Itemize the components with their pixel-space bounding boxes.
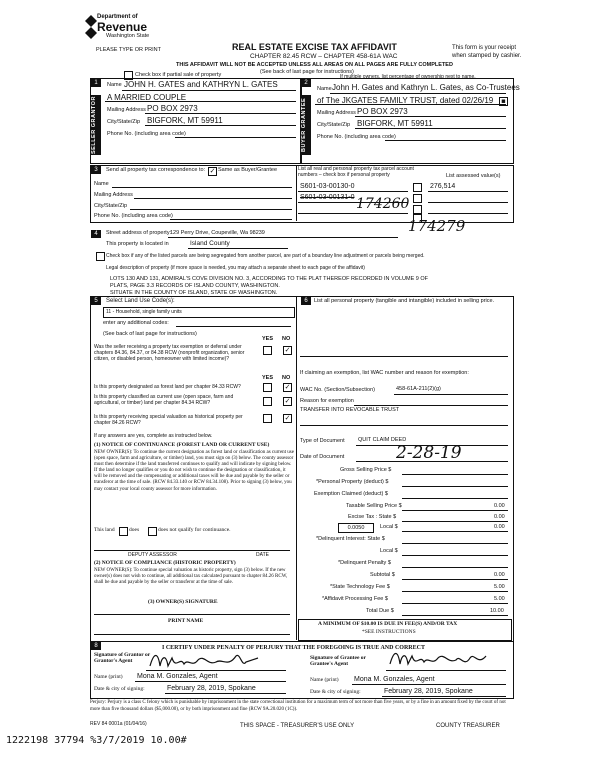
form-title: REAL ESTATE EXCISE TAX AFFIDAVIT	[232, 42, 397, 52]
personal-label: *Personal Property (deduct) $	[316, 479, 389, 485]
print-name-label: PRINT NAME	[168, 618, 204, 624]
seller-name-value[interactable]: JOHN H. GATES and KATHRYN L. GATES	[124, 80, 278, 89]
see-instructions: *SEE INSTRUCTIONS	[362, 629, 416, 635]
seller-city-label: City/State/Zip	[107, 119, 141, 125]
delinquent-penalty-field[interactable]	[402, 567, 508, 568]
additional-codes-label: enter any additional codes:	[103, 320, 169, 326]
buyer-mailing-value[interactable]: PO BOX 2973	[357, 107, 408, 116]
exemption-question: Was the seller receiving a property tax exemption or deferral under chapters 84.36, 84.37, or 84.38 RCW (nonprofit organization, senior citizen, or disabled person, homeowner with limited income)?	[94, 344, 245, 362]
handwritten-parcel-2: 174279	[408, 217, 466, 235]
s3-name-label: Name	[94, 181, 109, 187]
doc-date-value[interactable]: 2-28-19	[396, 443, 462, 463]
yes-header-1: YES	[262, 336, 274, 342]
parcel-1-checkbox[interactable]	[413, 183, 422, 192]
total-due-value[interactable]: 10.00	[490, 608, 504, 614]
this-land-label: This land	[94, 527, 115, 533]
exemption-label: Exemption Claimed (deduct) $	[314, 491, 388, 497]
reason-value[interactable]: TRANSFER INTO REVOCABLE TRUST	[300, 407, 400, 413]
total-due-label: Total Due $	[366, 608, 394, 614]
parcel-header: List all real and personal property tax parcel account numbers – check box if personal property	[298, 166, 414, 178]
assessed-header: List assessed value(s)	[446, 173, 501, 179]
local2-field[interactable]	[402, 555, 508, 556]
s3-mailing-field[interactable]	[134, 198, 292, 199]
receipt-stamp: 1222198 37794 %3/7/2019 10.00#	[6, 735, 187, 746]
excise-state-value[interactable]: 0.00	[494, 514, 505, 520]
legal-line-3[interactable]: SITUATE IN THE COUNTY OF ISLAND, STATE OF WASHINGTON.	[110, 290, 278, 296]
receipt-note-2: when stamped by cashier.	[452, 53, 522, 59]
local-label: Local $	[380, 524, 398, 530]
s3-phone-label: Phone No. (including area code)	[94, 213, 173, 219]
same-as-buyer-label: Same as Buyer/Grantee	[218, 167, 278, 173]
partial-sale-label: Check box if partial sale of property	[135, 72, 222, 78]
grantor-name-value[interactable]: Mona M. Gonzales, Agent	[137, 673, 218, 680]
delinquent-interest-label: *Delinquent Interest: State $	[316, 536, 385, 542]
doc-type-label: Type of Document	[300, 438, 345, 444]
historic-question: Is this property receiving special valuation as historical property per chapter 84.26 RCW?	[94, 414, 243, 426]
seller-phone-field[interactable]	[175, 137, 296, 138]
delinquent-penalty-label: *Delinquent Penalty $	[338, 560, 391, 566]
logo-line2: Revenue	[97, 20, 148, 34]
excise-state-label: Excise Tax : State $	[348, 514, 397, 520]
exemption-field[interactable]	[402, 498, 508, 499]
section-3-marker: 3	[91, 166, 101, 174]
form-chapter: CHAPTER 82.45 RCW – CHAPTER 458-61A WAC	[250, 53, 398, 60]
exemption-yes-checkbox[interactable]	[263, 346, 272, 355]
street-label: Street address of property:	[106, 230, 172, 236]
does-not-label: does not qualify for continuance.	[158, 527, 231, 533]
does-not-checkbox[interactable]	[148, 527, 157, 536]
buyer-name-value-2[interactable]: of The JKGATES FAMILY TRUST, dated 02/26/19	[317, 96, 494, 105]
section-5-marker: 5	[91, 297, 101, 305]
parcel-2[interactable]: S601-03-00131-0	[300, 194, 355, 201]
county-treasurer-label: COUNTY TREASURER	[436, 723, 500, 729]
logo-mark-icon	[85, 15, 97, 39]
seller-mailing-value[interactable]: PO BOX 2973	[147, 104, 198, 113]
logo-line3: Washington State	[106, 33, 150, 39]
buyer-city-value[interactable]: BIGFORK, MT 59911	[357, 119, 433, 128]
form-see-back: (See back of last page for instructions)	[260, 69, 354, 75]
local-rate[interactable]: 0.0050	[338, 523, 374, 533]
section-1-marker: 1	[91, 79, 101, 87]
grantee-name-value[interactable]: Mona M. Gonzales, Agent	[354, 676, 435, 683]
wac-value[interactable]: 458-61A-211(2)(g)	[396, 386, 441, 392]
buyer-phone-label: Phone No. (including area code)	[317, 134, 396, 140]
personal-field[interactable]	[402, 486, 508, 487]
buyer-name-value[interactable]: John H. Gates and Kathryn L. Gates, as Co-Trustees	[332, 83, 520, 92]
land-use-select[interactable]: 11 - Household, single family units	[103, 307, 295, 318]
deputy-assessor-label: DEPUTY ASSESSOR	[128, 552, 177, 558]
seller-name-value-2[interactable]: A MARRIED COUPLE	[107, 93, 187, 102]
same-as-buyer-checkbox[interactable]: ✓	[209, 167, 216, 175]
s3-city-label: City/State/Zip	[94, 203, 128, 209]
reason-label: Reason for exemption	[300, 398, 354, 404]
no-header-2: NO	[282, 375, 291, 381]
section-6-marker: 6	[301, 297, 311, 305]
parcel-3-checkbox[interactable]	[413, 205, 422, 214]
certify-statement: I CERTIFY UNDER PENALTY OF PERJURY THAT THE FOREGOING IS TRUE AND CORRECT	[162, 645, 425, 651]
subtotal-value[interactable]: 0.00	[494, 572, 505, 578]
grantee-signature[interactable]	[386, 646, 496, 672]
exemption-claim-label: If claiming an exemption, list WAC number and reason for exemption:	[300, 370, 469, 376]
perjury-note: Perjury: Perjury is a class C felony which is punishable by imprisonment in the state correctional institution for a maximum term of not more than five years, or by a fine in an amount fixed by the court of not more than five thousand dollars ($5,000.00), or by both imprisonment and fine (RCW 9A.20.020 (1C)).	[90, 700, 506, 712]
segregated-checkbox[interactable]	[96, 252, 105, 261]
legal-label: Legal description of property (if more space is needed, you may attach a separate sheet to each page of the affidavit)	[106, 265, 365, 271]
historic-no-checkbox[interactable]: ✓	[284, 414, 291, 422]
buyer-phone-field[interactable]	[385, 140, 506, 141]
rev-label: REV 84 0001a (01/04/16)	[90, 721, 147, 727]
segregated-label: Check box if any of the listed parcels are being segregated from another parcel, are part of a boundary line adjustment or parcels being merged.	[106, 253, 425, 259]
seller-side-label: SELLER GRANTOR	[91, 95, 101, 155]
notice-1-text: NEW OWNER(S): To continue the current designation as forest land or classification as current use (open space, farm and agriculture, or timber) land, you must sign on (3) below. The county assessor must then determine if the land transferred continues to qualify and will indicate by signing below. If the land no longer qualifies or you do not wish to continue the designation or classification, it will be removed and the compensating or additional taxes will be due and payable by the seller or transferor at the time of sale. (RCW 84.33.140 or RCW 84.34.108). Prior to signing (3) below, you may contact your local county assessor for more information.	[94, 450, 294, 492]
located-value[interactable]: Island County	[190, 240, 230, 247]
buyer-name-checkbox[interactable]: ▪	[499, 97, 508, 106]
state-tech-value[interactable]: 5.00	[494, 584, 505, 590]
grantee-date-value[interactable]: February 28, 2019, Spokane	[384, 688, 473, 695]
form-warning: THIS AFFIDAVIT WILL NOT BE ACCEPTED UNLESS ALL AREAS ON ALL PAGES ARE FULLY COMPLETED	[176, 62, 453, 68]
section-2-marker: 2	[301, 79, 311, 87]
s3-mailing-label: Mailing Address	[94, 192, 133, 198]
grantor-signature[interactable]	[146, 648, 266, 672]
current-use-no-checkbox[interactable]: ✓	[284, 397, 291, 405]
seller-phone-label: Phone No. (including area code)	[107, 131, 186, 137]
delinquent-interest-field[interactable]	[402, 543, 508, 544]
taxable-value[interactable]: 0.00	[494, 503, 505, 509]
send-correspondence-label: Send all property tax correspondence to:	[106, 167, 206, 173]
located-label: This property is located in	[106, 241, 169, 247]
print-name-line[interactable]	[94, 634, 290, 635]
section-4-marker: 4	[91, 230, 101, 238]
assessed-1[interactable]: 276,514	[430, 183, 456, 190]
owner-signature-line[interactable]	[94, 614, 290, 615]
logo-line1: Department of	[97, 14, 138, 20]
local-value[interactable]: 0.00	[494, 524, 505, 530]
forest-no-checkbox[interactable]: ✓	[284, 383, 291, 391]
yes-header-2: YES	[262, 375, 274, 381]
forest-question: Is this property designated as forest land per chapter 84.33 RCW?	[94, 384, 241, 390]
notice-2-text: NEW OWNER(S): To continue special valuation as historic property, sign (3) below. If the new owner(s) does not wish to continue, all additional tax calculated pursuant to chapter 84.26 RCW, shall be due and payable by the seller or transferor at the time of sale.	[94, 568, 288, 586]
wac-label: WAC No. (Section/Subsection)	[300, 387, 375, 393]
personal-property-label: List all personal property (tangible and intangible) included in selling price.	[314, 298, 495, 304]
street-value[interactable]: 129 Perry Drive, Coupeville, Wa 98239	[170, 230, 265, 236]
grantor-signature-label: Signature of Grantor or Grantor's Agent	[94, 652, 151, 664]
notice-1-title: (1) NOTICE OF CONTINUANCE (FOREST LAND OR CURRENT USE)	[94, 442, 270, 448]
grantor-name-label: Name (print)	[94, 674, 123, 680]
deputy-date-label: DATE	[256, 552, 269, 558]
notice-2-title: (2) NOTICE OF COMPLIANCE (HISTORIC PROPERTY)	[94, 560, 236, 566]
seller-city-value[interactable]: BIGFORK, MT 59911	[147, 116, 223, 125]
buyer-name-label: Name	[317, 86, 332, 92]
does-checkbox[interactable]	[119, 527, 128, 536]
forest-yes-checkbox[interactable]	[263, 383, 272, 392]
buyer-city-label: City/State/Zip	[317, 122, 351, 128]
local2-label: Local $	[380, 548, 398, 554]
current-use-yes-checkbox[interactable]	[263, 397, 272, 406]
s3-name-field[interactable]	[112, 187, 292, 188]
gross-label: Gross Selling Price $	[340, 467, 392, 473]
doc-type-value[interactable]: QUIT CLAIM DEED	[358, 437, 407, 443]
does-label: does	[129, 527, 140, 533]
doc-date-label: Date of Document	[300, 454, 345, 460]
handwritten-parcel-1: 174260	[356, 196, 410, 212]
legal-line-2[interactable]: PLATS, PAGE 3.3 RECORDS OF ISLAND COUNTY, WASHINGTON.	[110, 283, 280, 289]
if-yes-note: If any answers are yes, complete as instructed below.	[94, 433, 213, 439]
type-or-print: PLEASE TYPE OR PRINT	[96, 47, 162, 53]
grantee-date-label: Date & city of signing:	[310, 689, 361, 695]
current-use-question: Is this property classified as current use (open space, farm and agricultural, or timber) land per chapter 84.34 RCW?	[94, 394, 234, 406]
buyer-side-label: BUYER GRANTEE	[301, 95, 311, 155]
taxable-label: Taxable Selling Price $	[346, 503, 402, 509]
multiple-owners-note: If multiple owners, list percentage of ownership next to name.	[340, 74, 476, 80]
parcel-1[interactable]: S601-03-00130-0	[300, 183, 355, 190]
historic-yes-checkbox[interactable]	[263, 414, 272, 423]
no-header-1: NO	[282, 336, 291, 342]
s3-phone-field[interactable]	[170, 219, 292, 220]
exemption-no-checkbox[interactable]: ✓	[284, 346, 291, 354]
parcel-2-checkbox[interactable]	[413, 194, 422, 203]
subtotal-label: Subtotal $	[370, 572, 395, 578]
grantor-date-label: Date & city of signing:	[94, 686, 145, 692]
receipt-note-1: This form is your receipt	[452, 45, 517, 51]
state-tech-label: *State Technology Fee $	[330, 584, 390, 590]
grantee-name-label: Name (print)	[310, 677, 339, 683]
land-use-label: Select Land Use Code(s):	[106, 298, 175, 304]
legal-line-1[interactable]: LOTS 130 AND 131, ADMIRAL'S COVE DIVISION NO. 3, ACCORDING TO THE PLAT THEREOF RECORDED IN VOLUME 9 OF	[110, 276, 428, 282]
section-8-marker: 8	[91, 642, 101, 650]
affidavit-fee-label: *Affidavit Processing Fee $	[322, 596, 388, 602]
seller-name-label: Name	[107, 82, 122, 88]
grantee-signature-label: Signature of Grantee or Grantee's Agent	[310, 655, 366, 667]
minimum-note: A MINIMUM OF $10.00 IS DUE IN FEE(S) AND/OR TAX	[318, 621, 458, 627]
land-use-see-back: (See back of last page for instructions)	[103, 331, 197, 337]
s3-city-field[interactable]	[130, 209, 292, 210]
treasurer-use-label: THIS SPACE - TREASURER'S USE ONLY	[240, 723, 355, 729]
grantor-date-value[interactable]: February 28, 2019, Spokane	[167, 685, 256, 692]
owner-signature-label: (3) OWNER(S) SIGNATURE	[148, 599, 218, 605]
affidavit-fee-value[interactable]: 5.00	[494, 596, 505, 602]
buyer-mailing-label: Mailing Address	[317, 110, 356, 116]
additional-codes-field[interactable]	[176, 326, 291, 327]
seller-mailing-label: Mailing Address	[107, 107, 146, 113]
gross-field[interactable]	[402, 474, 508, 475]
